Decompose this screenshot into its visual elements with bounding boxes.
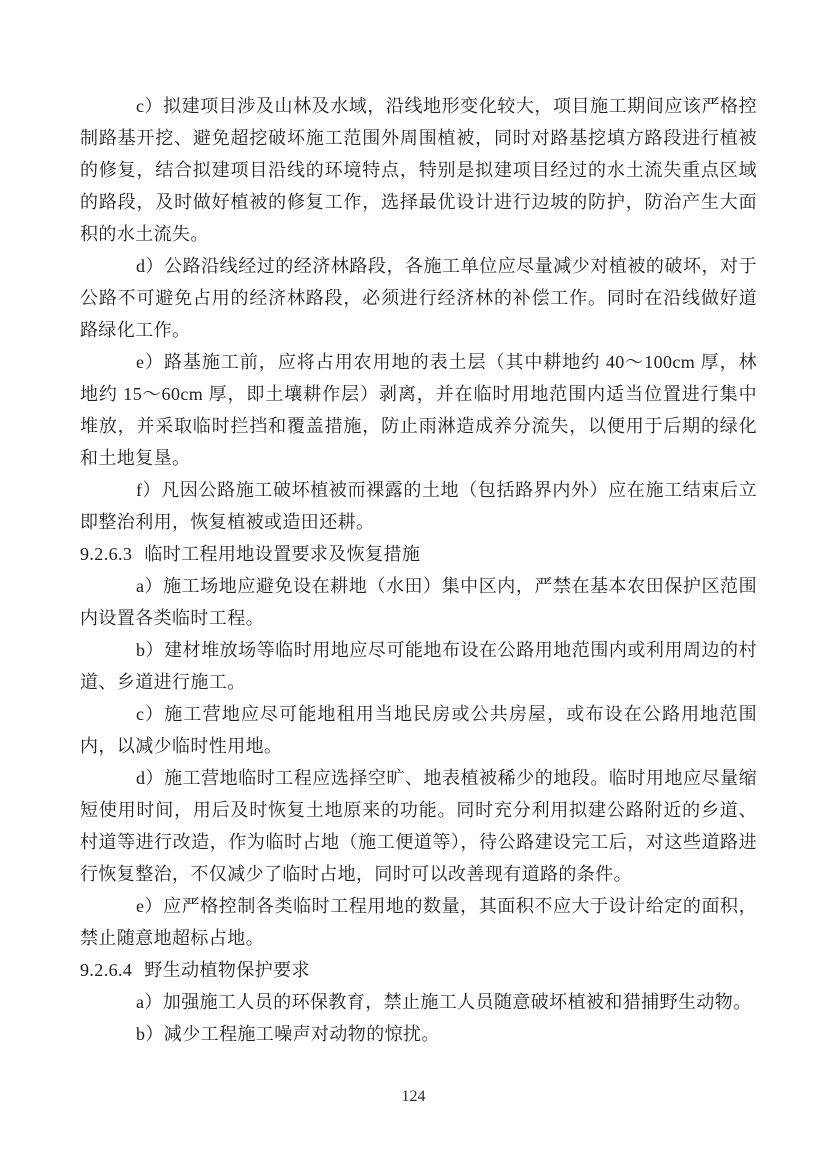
body-paragraph: c）拟建项目涉及山林及水域，沿线地形变化较大，项目施工期间应该严格控制路基开挖、避免超挖破坏施工范围外周围植被，同时对路基挖填方路段进行植被的修复，结合拟建项目沿线的环境特点，特别是拟建项目经过的水土流失重点区域的路段，及时做好植被的修复工作，选择最优设计进行边坡的防护，防治产生大面积的水土流失。 <box>80 96 757 244</box>
body-paragraph: a）施工场地应避免设在耕地（水田）集中区内，严禁在基本农田保护区范围内设置各类临时工程。 <box>80 576 757 628</box>
body-paragraph: e）路基施工前，应将占用农用地的表土层（其中耕地约 40～100cm 厚，林地约 15～60cm 厚，即土壤耕作层）剥离，并在临时用地范围内适当位置进行集中堆放，并采取临时拦挡和覆盖措施，防止雨淋造成养分流失，以便用于后期的绿化和土地复垦。 <box>80 352 757 468</box>
body-paragraph: c）施工营地应尽可能地租用当地民房或公共房屋，或布设在公路用地范围内，以减少临时性用地。 <box>80 704 757 756</box>
body-paragraph: e）应严格控制各类临时工程用地的数量，其面积不应大于设计给定的面积，禁止随意地超标占地。 <box>80 896 757 948</box>
section-title: 野生动植物保护要求 <box>144 960 310 980</box>
document-body <box>80 90 757 1050</box>
body-paragraph: d）公路沿线经过的经济林路段，各施工单位应尽量减少对植被的破坏，对于公路不可避免占用的经济林路段，必须进行经济林的补偿工作。同时在沿线做好道路绿化工作。 <box>80 256 757 340</box>
section-number: 9.2.6.3 <box>80 544 133 564</box>
section-title: 临时工程用地设置要求及恢复措施 <box>144 544 421 564</box>
body-paragraph: b）建材堆放场等临时用地应尽可能地布设在公路用地范围内或利用周边的村道、乡道进行施工。 <box>80 640 757 692</box>
section-heading <box>80 954 757 986</box>
body-paragraph: b）减少工程施工噪声对动物的惊扰。 <box>136 1024 440 1044</box>
body-paragraph: f）凡因公路施工破坏植被而裸露的土地（包括路界内外）应在施工结束后立即整治利用，恢复植被或造田还耕。 <box>80 480 757 532</box>
page-footer <box>0 1086 827 1108</box>
section-number: 9.2.6.4 <box>80 960 133 980</box>
body-paragraph: d）施工营地临时工程应选择空旷、地表植被稀少的地段。临时用地应尽量缩短使用时间，用后及时恢复土地原来的功能。同时充分利用拟建公路附近的乡道、村道等进行改造，作为临时占地（施工便道等），待公路建设完工后，对这些道路进行恢复整治，不仅减少了临时占地，同时可以改善现有道路的条件。 <box>80 768 757 884</box>
section-heading <box>80 538 757 570</box>
body-paragraph: a）加强施工人员的环保教育，禁止施工人员随意破坏植被和猎捕野生动物。 <box>136 992 752 1012</box>
page-number: 124 <box>401 1088 426 1105</box>
